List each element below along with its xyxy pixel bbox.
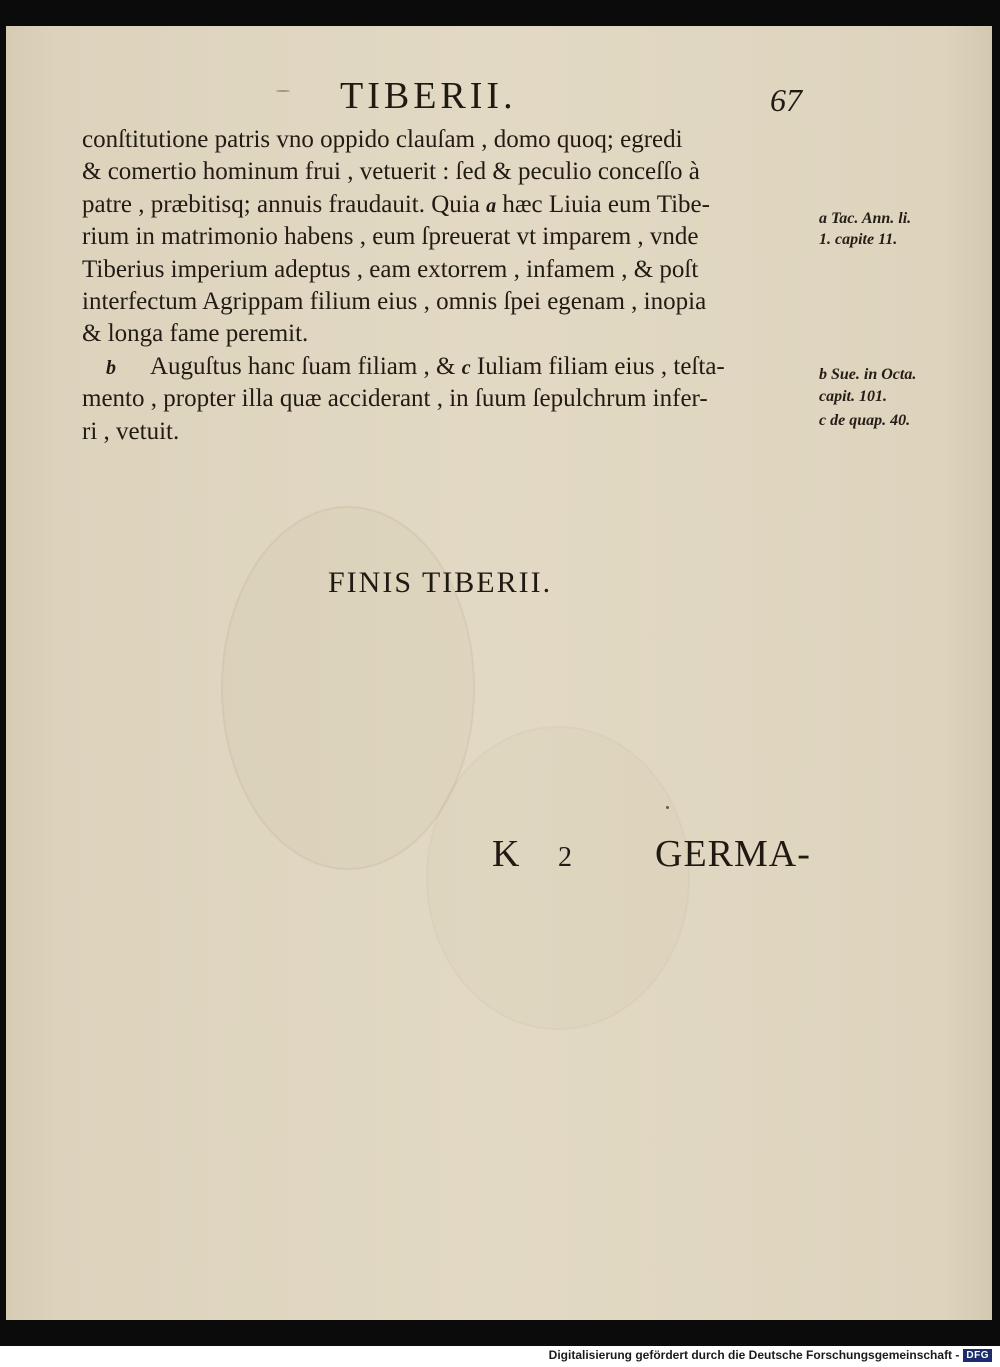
page-stain (426, 726, 690, 1030)
marginal-note: capit. 101. (819, 388, 887, 405)
marginal-note: 1. capite 11. (819, 231, 898, 248)
signature-number: 2 (558, 842, 572, 873)
catchword: GERMA- (655, 833, 811, 875)
text-line: & comertio hominum frui , vetuerit : ſed & peculio conceſſo à (82, 158, 700, 186)
main-text-block (82, 124, 822, 448)
text-line: & longa fame peremit. (82, 320, 309, 348)
text-line: ri , vetuit. (82, 417, 180, 445)
ink-speck (276, 90, 290, 92)
note-marker-b: b (106, 356, 116, 379)
note-marker-c: c (461, 356, 471, 379)
text-line: conſtitutione patris vno oppido clauſam , domo quoq; egredi (82, 126, 683, 153)
marginal-note: c de quap. 40. (819, 412, 911, 429)
signature-mark: K (492, 833, 520, 875)
digitization-footer (549, 1348, 992, 1362)
footer-text: Digitalisierung gefördert durch die Deutsche Forschungsgemeinschaft - (548, 1348, 960, 1362)
dfg-logo: DFG (963, 1349, 992, 1362)
text-line: mento , propter illa quæ acciderant , in ſuum ſepulchrum infer- (82, 385, 708, 413)
text-line: rium in matrimonio habens , eum ſpreuerat vt imparem , vnde (82, 223, 699, 251)
running-title: TIBERII. (340, 75, 517, 117)
page-number: 67 (770, 82, 802, 118)
marginal-note: a Tac. Ann. li. (819, 210, 912, 227)
finis-heading: FINIS TIBERII. (328, 566, 553, 599)
marginal-note: b Sue. in Octa. (819, 366, 917, 383)
text-line: patre , præbitisq; annuis fraudauit. Quia a hæc Liuia eum Tibe- (82, 190, 710, 218)
note-marker-a: a (486, 194, 497, 217)
text-line: interfectum Agrippam filium eius , omnis ſpei egenam , inopia (82, 287, 707, 315)
text-line: b Auguſtus hanc ſuam filiam , & c Iuliam filiam eius , teſta- (106, 352, 725, 380)
text-line: Tiberius imperium adeptus , eam extorrem , infamem , & poſt (82, 255, 699, 283)
ink-speck (666, 806, 669, 809)
